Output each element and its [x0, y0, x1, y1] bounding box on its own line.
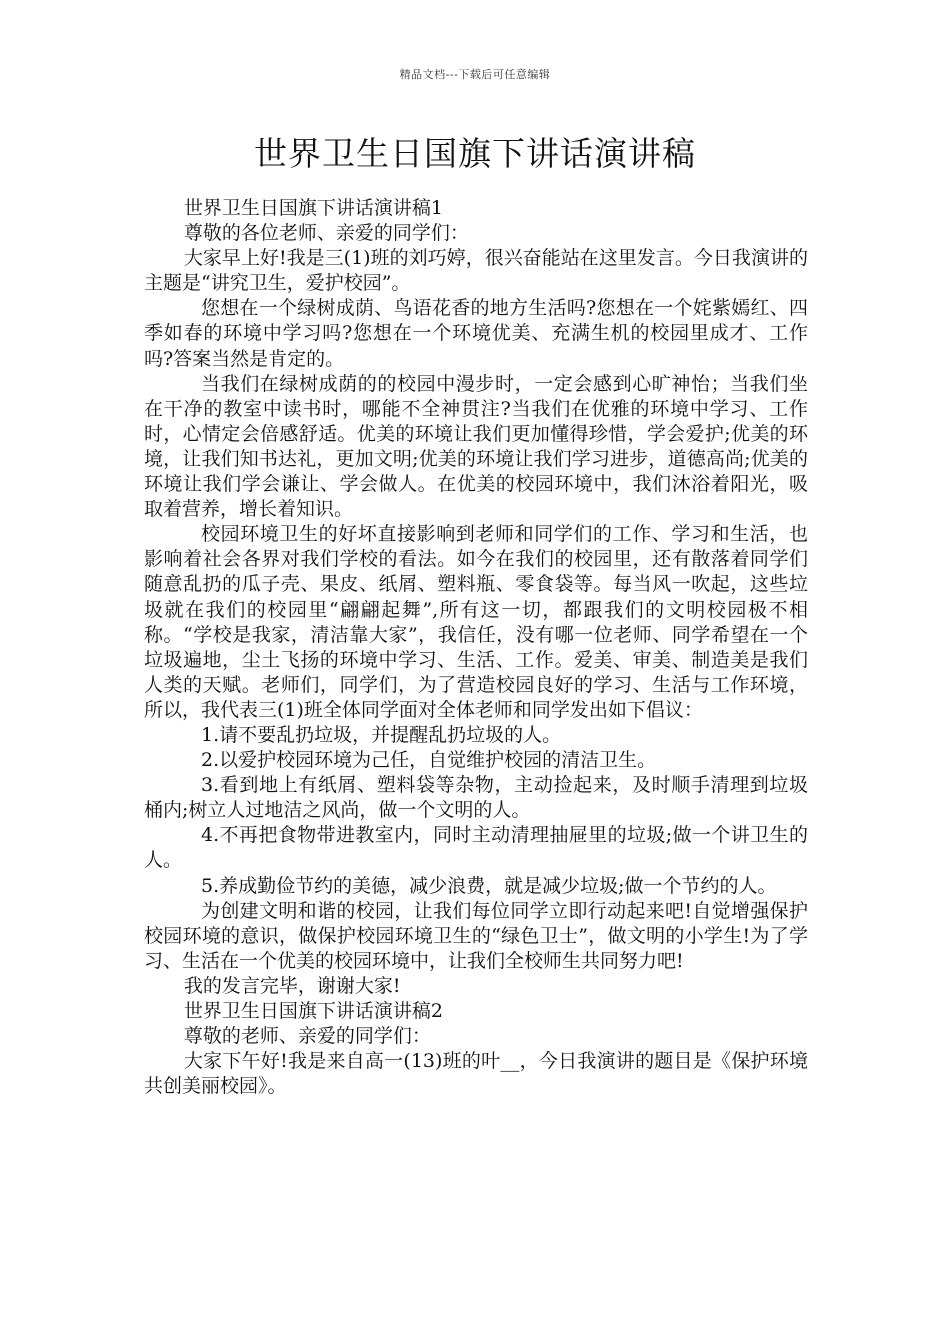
paragraph: 大家早上好!我是三(1)班的刘巧婷，很兴奋能站在这里发言。今日我演讲的主题是“讲究卫生，爱护校园”。	[144, 247, 808, 295]
salutation: 尊敬的老师、亲爱的同学们：	[183, 1025, 431, 1048]
section-heading-1: 世界卫生日国旗下讲话演讲稿1	[183, 197, 443, 219]
header-note: 精品文档---下载后可任意编辑	[399, 68, 551, 81]
paragraph: 为创建文明和谐的校园，让我们每位同学立即行动起来吧!自觉增强保护校园环境的意识，做保护校园环境卫生的“绿色卫士”，做文明的小学生!为了学习、生活在一个优美的校园环境中，让我们全校师生共同努力吧!	[144, 899, 808, 972]
list-item: 5.养成勤俭节约的美德，减少浪费，就是减少垃圾;做一个节约的人。	[201, 874, 777, 897]
paragraph: 校园环境卫生的好坏直接影响到老师和同学们的工作、学习和生活，也影响着社会各界对我们学校的看法。如今在我们的校园里，还有散落着同学们随意乱扔的瓜子壳、果皮、纸屑、塑料瓶、零食袋等。每当风一吹起，这些垃圾就在我们的校园里“翩翩起舞”,所有这一切，都跟我们的文明校园极不相称。“学校是我家，清洁靠大家”，我信任，没有哪一位老师、同学希望在一个垃圾遍地，尘土飞扬的环境中学习、生活、工作。爱美、审美、制造美是我们人类的天赋。老师们，同学们，为了营造校园良好的学习、生活与工作环境，所以，我代表三(1)班全体同学面对全体老师和同学发出如下倡议：	[144, 523, 808, 721]
closing-line: 我的发言完毕，谢谢大家!	[183, 974, 401, 997]
list-item: 1.请不要乱扔垃圾，并提醒乱扔垃圾的人。	[201, 723, 562, 746]
paragraph: 您想在一个绿树成荫、鸟语花香的地方生活吗?您想在一个姹紫嫣红、四季如春的环境中学习吗?您想在一个环境优美、充满生机的校园里成才、工作吗?答案当然是肯定的。	[144, 297, 808, 370]
list-item: 3.看到地上有纸屑、塑料袋等杂物，主动捡起来，及时顺手清理到垃圾桶内;树立人过地洁之风尚，做一个文明的人。	[144, 774, 808, 822]
paragraph: 当我们在绿树成荫的的校园中漫步时，一定会感到心旷神怡；当我们坐在干净的教室中读书时，哪能不全神贯注?当我们在优雅的环境中学习、工作时，心情定会倍感舒适。优美的环境让我们更加懂得珍惜，学会爱护;优美的环境，让我们知书达礼，更加文明;优美的环境让我们学习进步，道德高尚;优美的环境让我们学会谦让、学会做人。在优美的校园环境中，我们沐浴着阳光，吸取着营养，增长着知识。	[144, 372, 808, 521]
list-item: 2.以爱护校园环境为己任，自觉维护校园的清洁卫生。	[201, 749, 657, 772]
list-item: 4.不再把食物带进教室内，同时主动清理抽屉里的垃圾;做一个讲卫生的人。	[144, 824, 808, 872]
document-title: 世界卫生日国旗下讲话演讲稿	[254, 134, 696, 173]
section-heading-2: 世界卫生日国旗下讲话演讲稿2	[183, 1000, 443, 1022]
salutation: 尊敬的各位老师、亲爱的同学们：	[183, 222, 469, 245]
document-body	[144, 196, 808, 1099]
paragraph: 大家下午好!我是来自高一(13)班的叶__，今日我演讲的题目是《保护环境共创美丽校园》。	[144, 1050, 808, 1098]
